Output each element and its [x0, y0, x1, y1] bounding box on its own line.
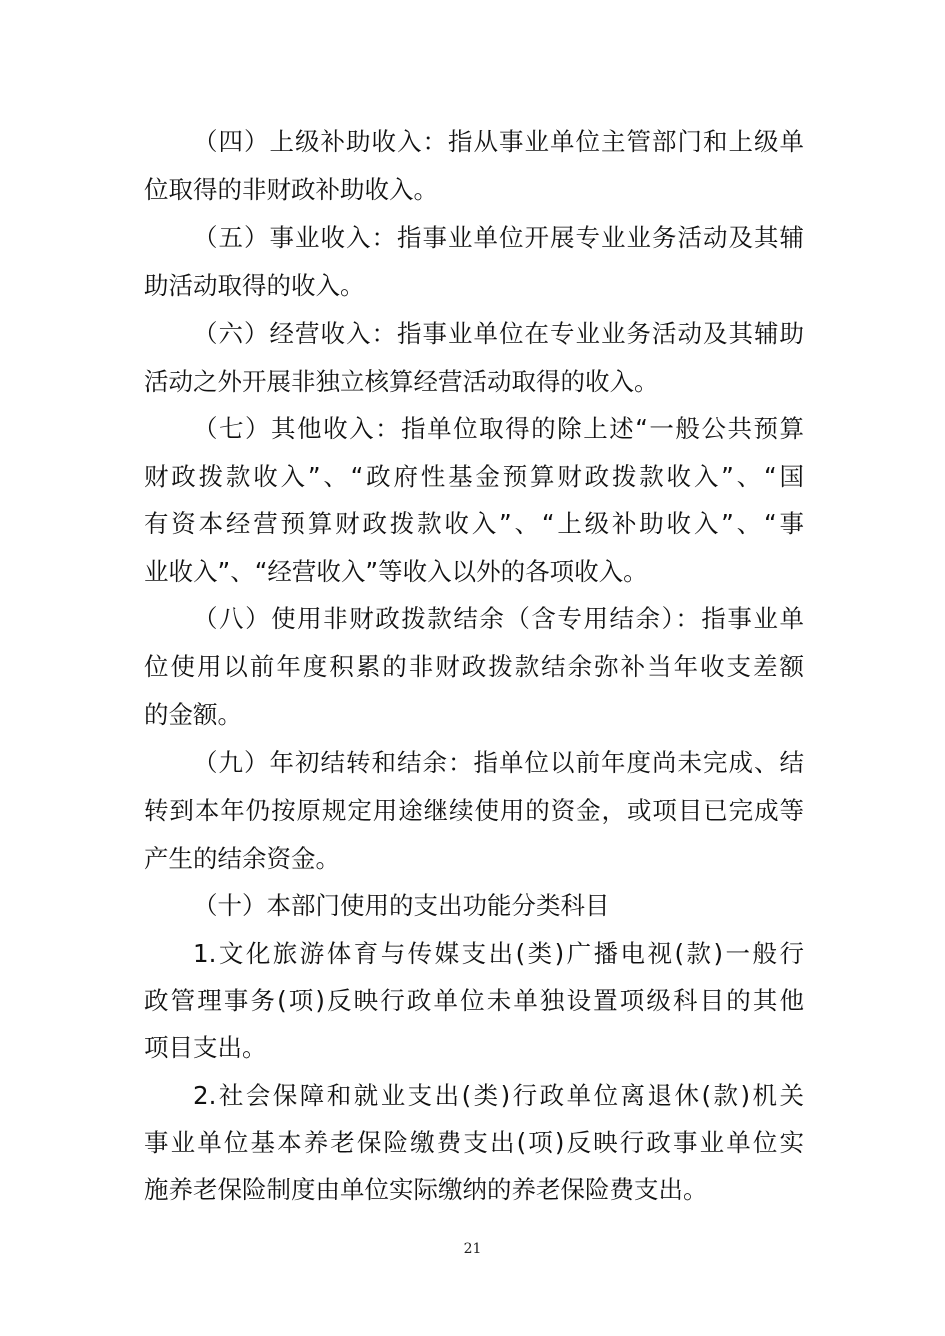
paragraph-line: 施养老保险制度由单位实际缴纳的养老保险费支出。 [144, 1175, 708, 1204]
paragraph-line: 有资本经营预算财政拨款收入”、“上级补助收入”、“事 [144, 509, 804, 538]
paragraph-line: （六）经营收入：指事业单位在专业业务活动及其辅助 [193, 319, 804, 348]
paragraph-line: 业收入”、“经营收入”等收入以外的各项收入。 [144, 557, 648, 586]
paragraph-line: 活动之外开展非独立核算经营活动取得的收入。 [144, 367, 659, 396]
paragraph-line: 事业单位基本养老保险缴费支出(项)反映行政事业单位实 [144, 1128, 804, 1157]
paragraph-line: 位取得的非财政补助收入。 [144, 175, 438, 204]
paragraph-line: 转到本年仍按原规定用途继续使用的资金，或项目已完成等 [144, 796, 804, 825]
paragraph-line: 1.文化旅游体育与传媒支出(类)广播电视(款)一般行 [193, 939, 804, 968]
section-heading: （十）本部门使用的支出功能分类科目 [193, 891, 610, 920]
paragraph-line: （九）年初结转和结余：指单位以前年度尚未完成、结 [193, 748, 804, 777]
paragraph-line: 政管理事务(项)反映行政单位未单独设置项级科目的其他 [144, 986, 804, 1015]
paragraph-line: 财政拨款收入”、“政府性基金预算财政拨款收入”、“国 [144, 462, 804, 491]
paragraph-line: 产生的结余资金。 [144, 844, 340, 873]
page-number: 21 [463, 1241, 482, 1257]
paragraph-line: 项目支出。 [144, 1033, 267, 1062]
paragraph-line: 的金额。 [144, 700, 242, 729]
paragraph-line: （五）事业收入：指事业单位开展专业业务活动及其辅 [193, 223, 804, 252]
paragraph-line: 2.社会保障和就业支出(类)行政单位离退休(款)机关 [193, 1081, 804, 1110]
paragraph-line: 位使用以前年度积累的非财政拨款结余弥补当年收支差额 [144, 652, 804, 681]
paragraph-line: （七）其他收入：指单位取得的除上述“一般公共预算 [193, 414, 804, 443]
paragraph-line: （四）上级补助收入：指从事业单位主管部门和上级单 [193, 127, 804, 156]
paragraph-line: 助活动取得的收入。 [144, 271, 365, 300]
paragraph-line: （八）使用非财政拨款结余（含专用结余）：指事业单 [193, 604, 804, 633]
